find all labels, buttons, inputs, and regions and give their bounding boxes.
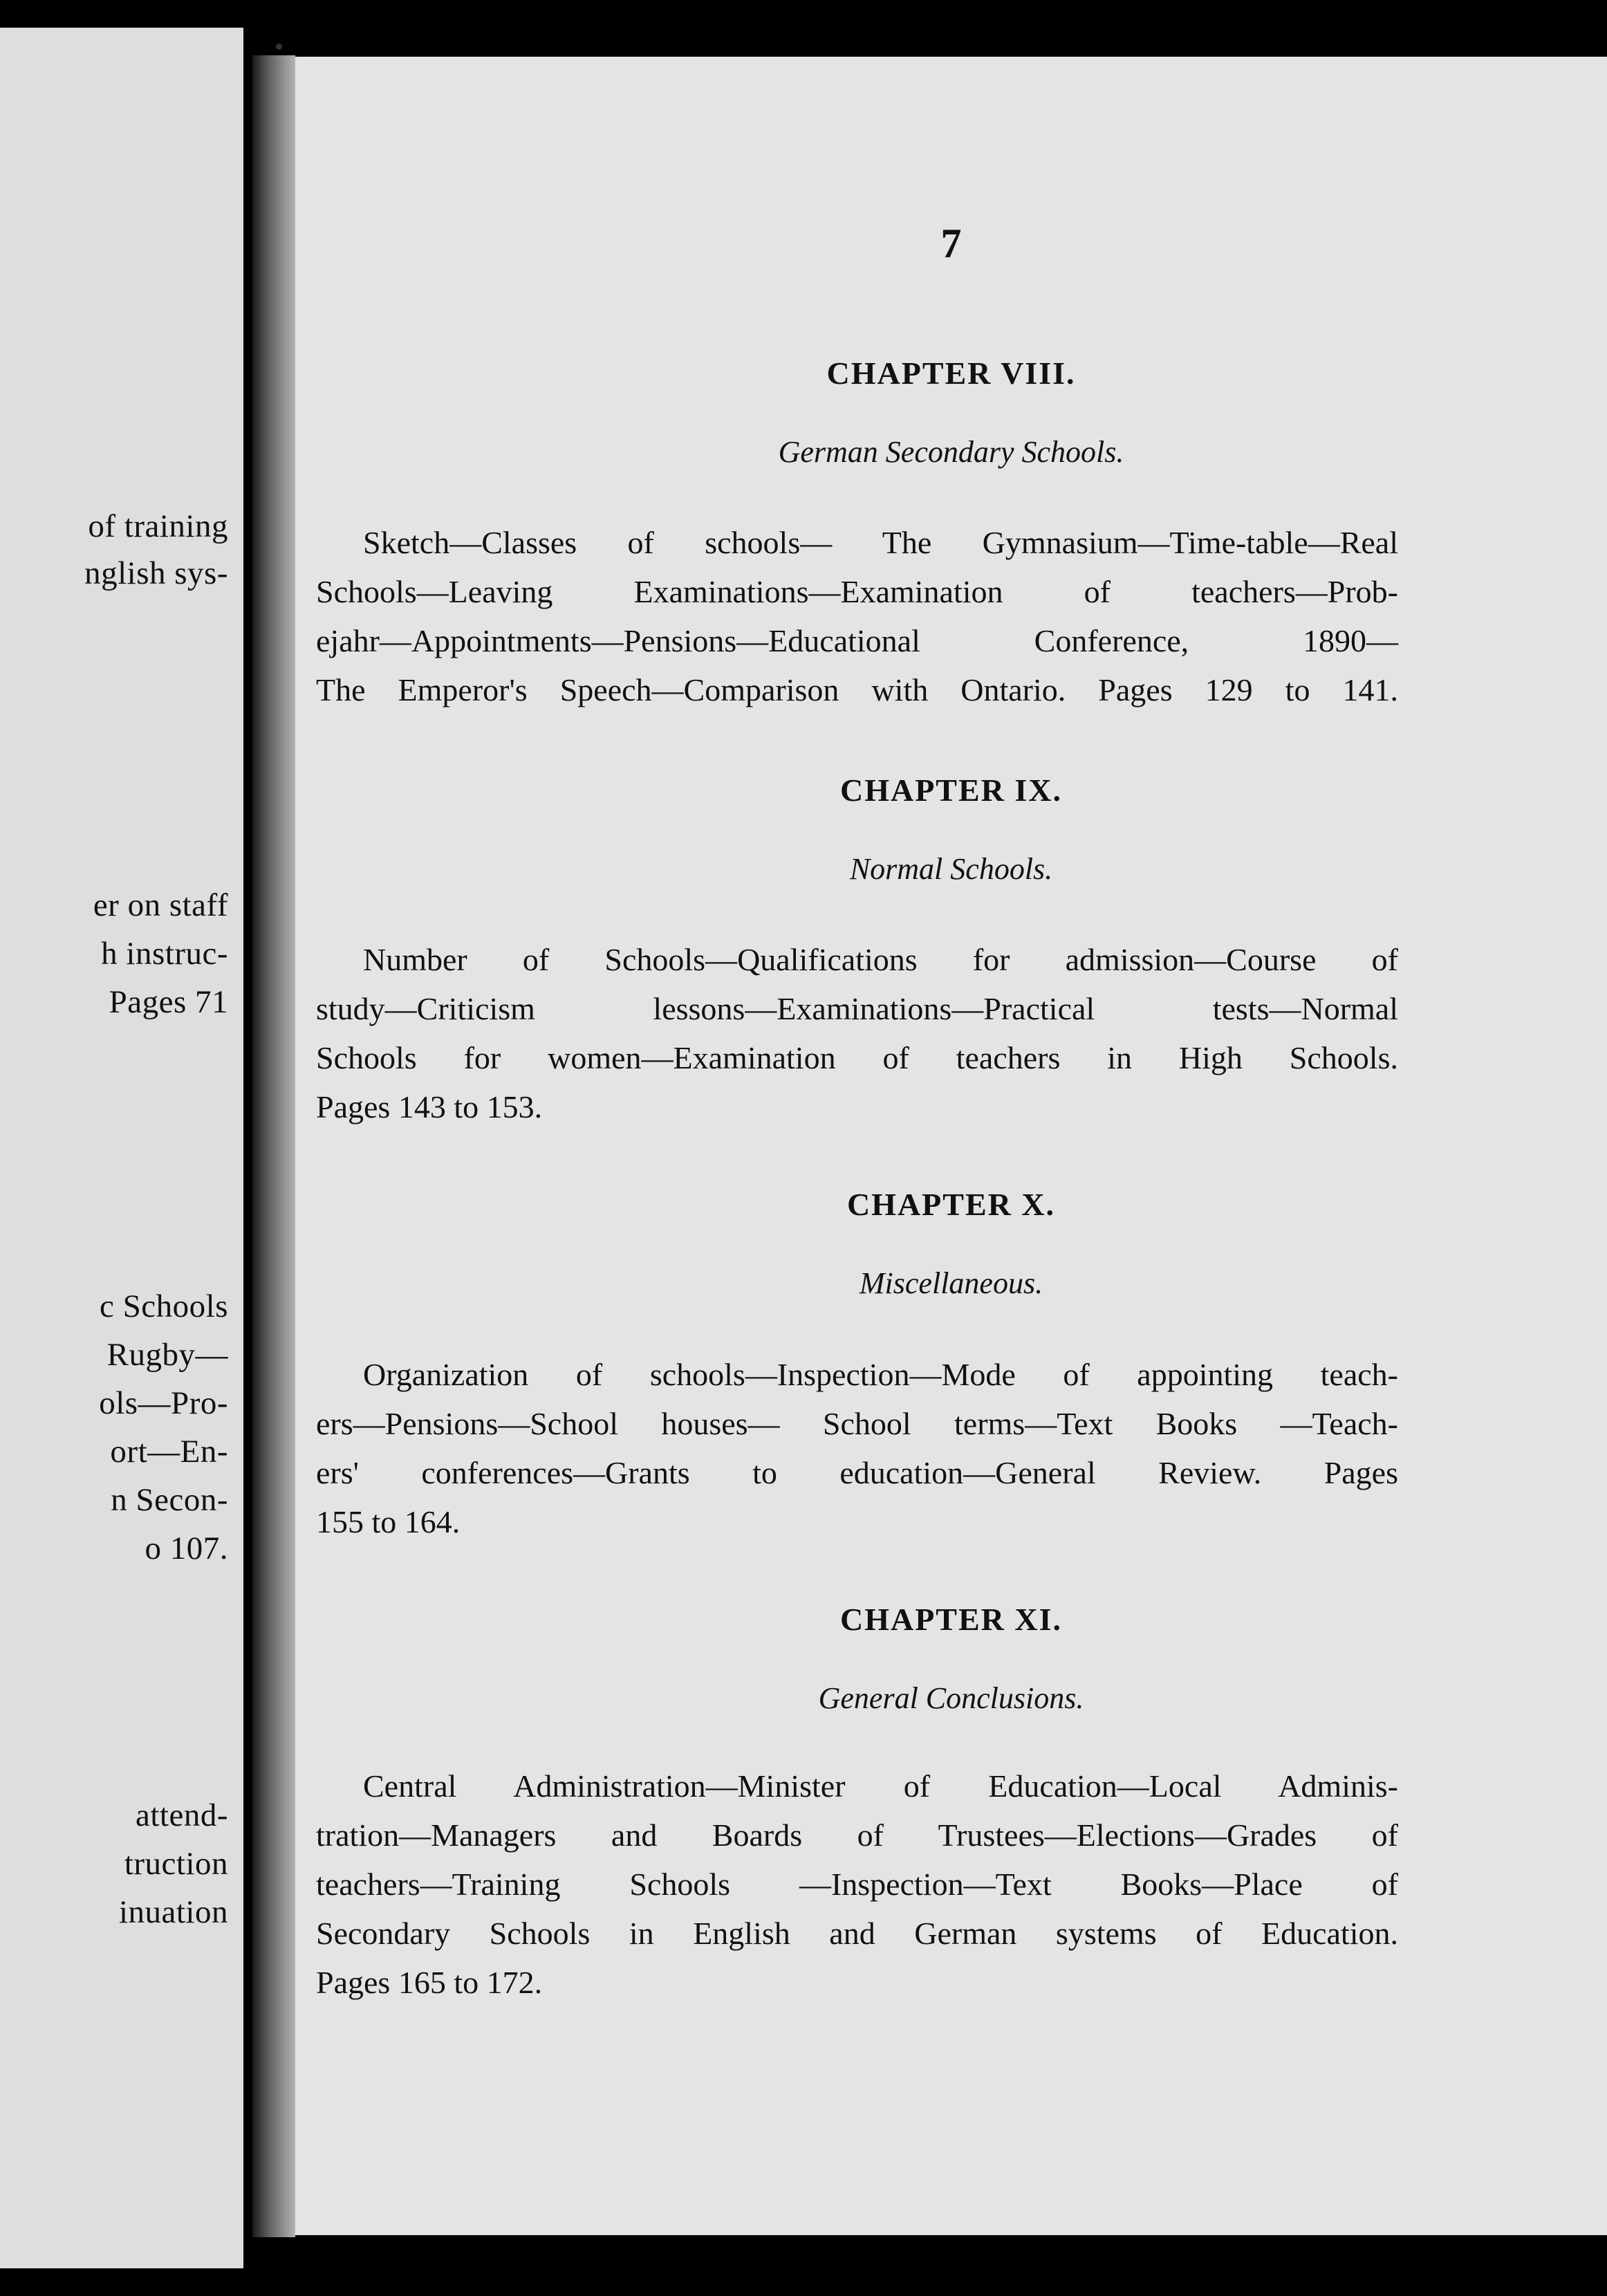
left-page-fragment: attend- [136,1797,228,1833]
left-page-fragment: n Secon- [111,1482,228,1518]
left-page-fragment: nglish sys- [84,555,228,591]
left-page-fragment: er on staff [93,887,228,923]
chapter-subtitle: German Secondary Schools. [778,435,1124,469]
left-page-fragment: Pages 71 [109,984,228,1020]
summary-line: ers' conferences—Grants to education—General Review. Pages [316,1455,1398,1490]
chapter-summary [316,518,1398,714]
left-page-fragment: c Schools [100,1288,228,1324]
left-page-fragment: o 107. [145,1530,228,1566]
left-page-fragment: truction [124,1846,228,1882]
chapter-heading: CHAPTER XI. [839,1602,1063,1637]
summary-line: 155 to 164. [316,1504,461,1539]
summary-line: Pages 165 to 172. [316,1965,543,2000]
chapter-heading: CHAPTER X. [846,1187,1056,1222]
chapter-subtitle: General Conclusions. [818,1681,1084,1715]
summary-line: study—Criticism lessons—Examinations—Practical tests—Normal [316,991,1398,1026]
summary-line: Number of Schools—Qualifications for admission—Course of [363,942,1398,977]
book-gutter-shadow [252,55,295,2237]
summary-line: ejahr—Appointments—Pensions—Educational Conference, 1890— [316,623,1398,658]
chapter-summary [316,1350,1398,1546]
summary-line: The Emperor's Speech—Comparison with Ontario. Pages 129 to 141. [316,672,1398,707]
chapter-subtitle: Normal Schools. [849,852,1053,886]
summary-line: Sketch—Classes of schools— The Gymnasium—Time-table—Real [363,525,1398,560]
chapter-heading: CHAPTER VIII. [826,355,1076,391]
left-page-fragment: inuation [118,1894,228,1930]
summary-line: Secondary Schools in English and German systems of Education. [316,1916,1398,1951]
summary-line: Organization of schools—Inspection—Mode of appointing teach- [363,1357,1398,1392]
left-page-fragment: ort—En- [110,1434,228,1470]
summary-line: ers—Pensions—School houses— School terms—Text Books —Teach- [316,1406,1398,1441]
chapter-summary [316,935,1398,1131]
page-number: 7 [940,221,962,266]
summary-line: Central Administration—Minister of Education—Local Adminis- [363,1768,1398,1804]
left-page-fragment: ols—Pro- [99,1385,228,1421]
left-page-fragment: of training [88,508,228,544]
left-page-fragment: h instruc- [101,936,228,972]
summary-line: teachers—Training Schools —Inspection—Text Books—Place of [316,1867,1398,1902]
chapter-subtitle: Miscellaneous. [859,1266,1043,1300]
chapter-summary [316,1761,1398,2007]
current-page [295,57,1607,2235]
chapter-heading: CHAPTER IX. [839,772,1063,808]
left-page-fragment: Rugby— [106,1337,228,1373]
summary-line: tration—Managers and Boards of Trustees—Elections—Grades of [316,1817,1398,1853]
summary-line: Pages 143 to 153. [316,1089,543,1124]
summary-line: Schools—Leaving Examinations—Examination of teachers—Prob- [316,574,1398,609]
ink-speck [276,44,282,50]
previous-page-edge [0,28,243,2268]
summary-line: Schools for women—Examination of teachers in High Schools. [316,1040,1398,1075]
